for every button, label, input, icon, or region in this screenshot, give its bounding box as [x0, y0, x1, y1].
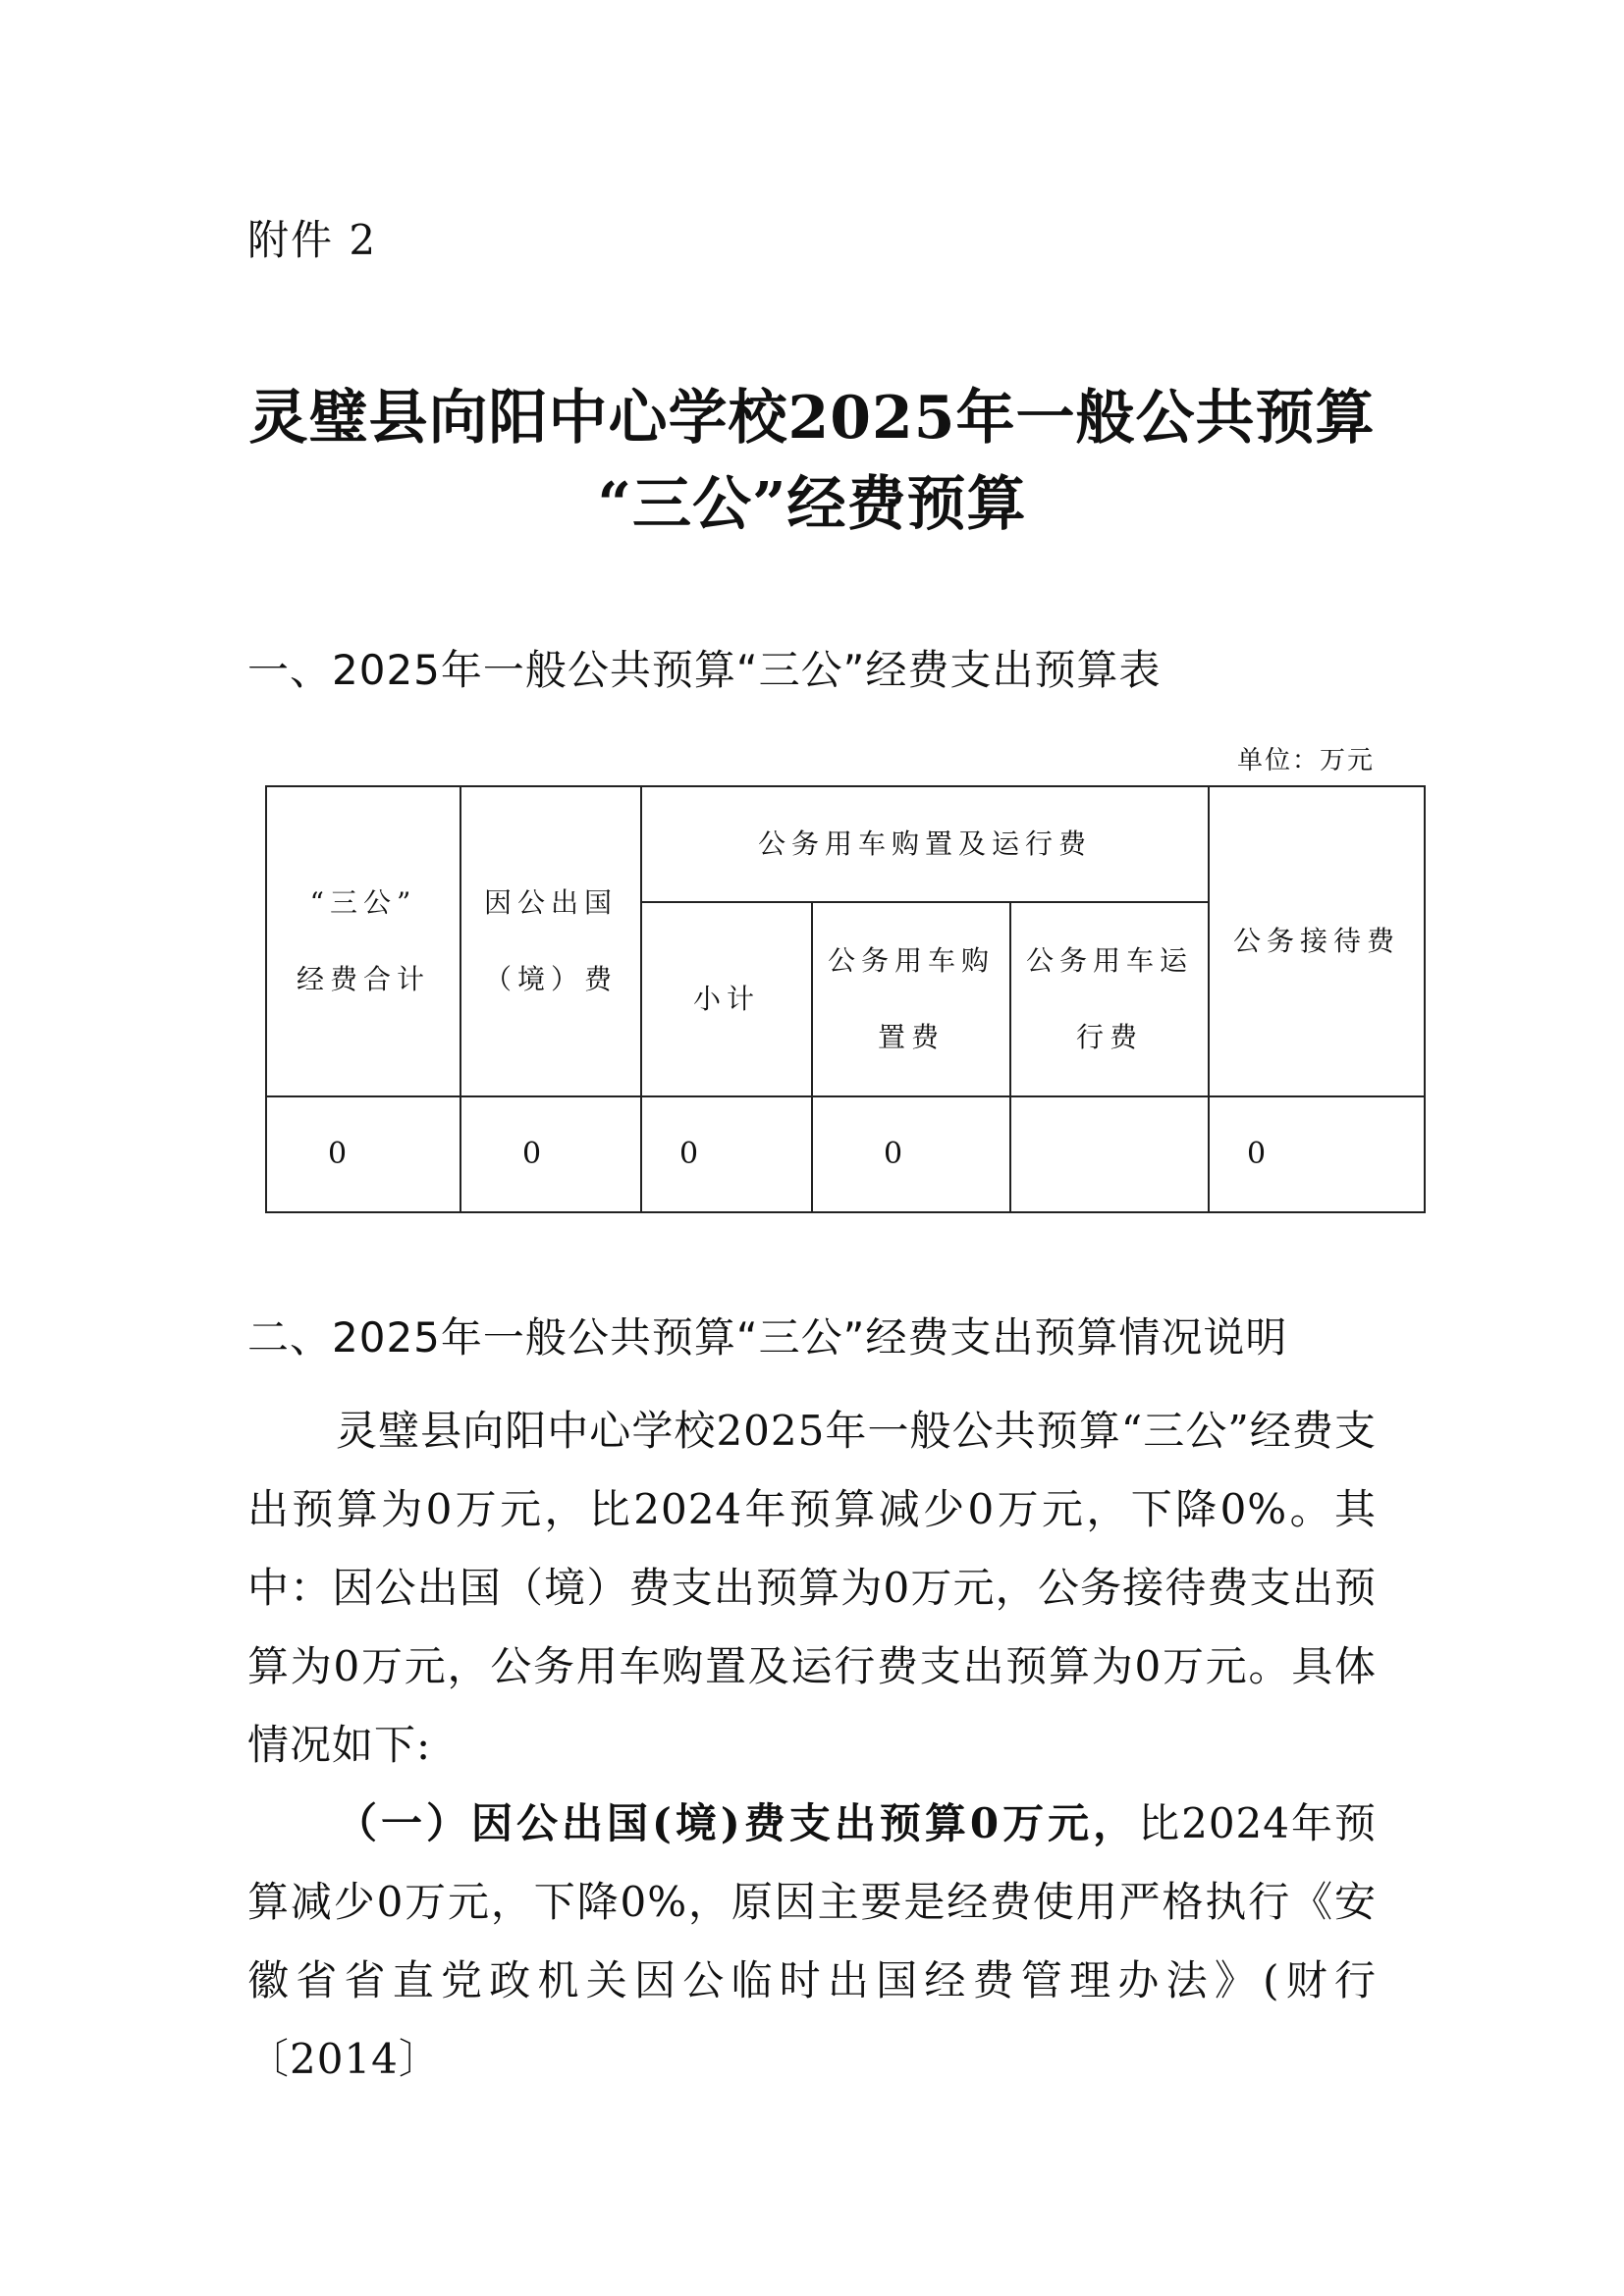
- header-abroad-line1: 因公出国: [483, 886, 618, 919]
- attachment-label: 附件 2: [247, 216, 378, 264]
- cell-reception: 0: [1209, 1096, 1425, 1212]
- cell-operation: [1010, 1096, 1209, 1212]
- header-abroad: [460, 786, 641, 1096]
- cell-abroad: 0: [460, 1096, 641, 1212]
- document-title-line1: 灵璧县向阳中心学校2025年一般公共预算: [248, 384, 1376, 453]
- header-total: [266, 786, 460, 1096]
- section1-heading: 一、2025年一般公共预算“三公”经费支出预算表: [247, 646, 1162, 694]
- paragraph-abroad-bold: （一）因公出国(境)费支出预算0万元，: [336, 1799, 1139, 1847]
- cell-purchase: 0: [812, 1096, 1010, 1212]
- document-title-line2: “三公”经费预算: [597, 470, 1027, 539]
- section2-heading: 二、2025年一般公共预算“三公”经费支出预算情况说明: [247, 1313, 1288, 1362]
- cell-total: 0: [266, 1096, 460, 1212]
- header-purchase-line1: 公务用车购: [827, 944, 995, 977]
- header-total-line2: 经费合计: [296, 963, 430, 995]
- header-subtotal: 小计: [641, 902, 812, 1096]
- header-purchase: [812, 902, 1010, 1096]
- table-row: [266, 1096, 1425, 1212]
- paragraph-summary: 灵璧县向阳中心学校2025年一般公共预算“三公”经费支出预算为0万元，比2024年预算减少0万元，下降0%。其中：因公出国（境）费支出预算为0万元，公务接待费支出预算为0万元，公务用车购置及运行费支出预算为0万元。具体情况如下:: [247, 1407, 1377, 1769]
- unit-label: 单位：万元: [1237, 746, 1376, 775]
- cell-subtotal: 0: [641, 1096, 812, 1212]
- paragraph-abroad: [247, 1785, 1377, 2099]
- budget-table: [265, 785, 1426, 1213]
- header-vehicle-group: 公务用车购置及运行费: [641, 786, 1209, 902]
- header-operation: [1010, 902, 1209, 1096]
- header-purchase-line2: 置费: [877, 1021, 945, 1053]
- paragraph-abroad-rest: 比2024年预算减少0万元，下降0%，原因主要是经费使用严格执行《安徽省省直党政机关因公临时出国经费管理办法》(财行〔2014〕: [247, 1799, 1378, 2083]
- header-operation-line1: 公务用车运: [1026, 944, 1194, 977]
- header-reception: 公务接待费: [1209, 786, 1425, 1096]
- header-operation-line2: 行费: [1076, 1021, 1144, 1053]
- header-total-line1: “三公”: [309, 886, 417, 919]
- header-abroad-line2: （境）费: [483, 963, 618, 995]
